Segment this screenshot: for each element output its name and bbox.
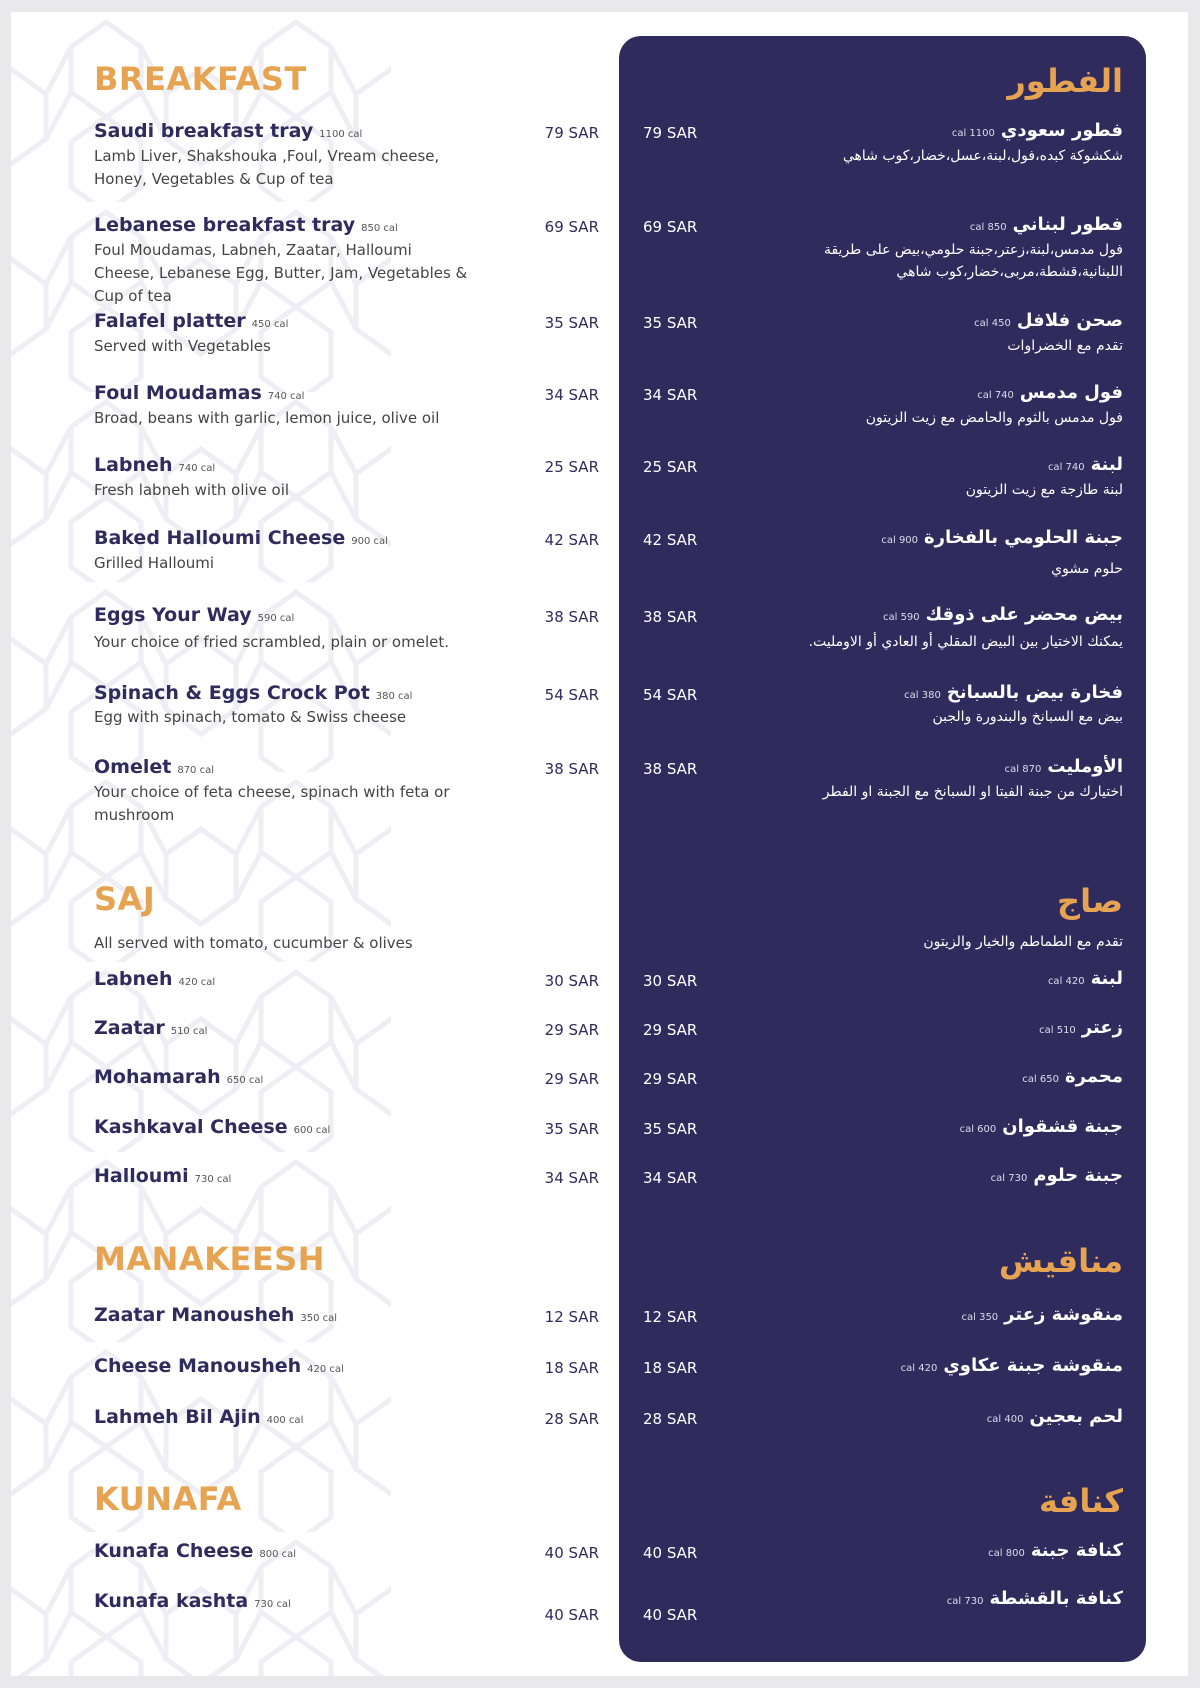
menu-item-price-ar: 38 SAR <box>643 760 698 778</box>
calorie-label: 850 cal <box>969 222 1007 233</box>
menu-item-price: 40 SAR <box>544 1606 599 1624</box>
menu-item-name: Zaatar 510 cal <box>94 1017 208 1039</box>
menu-item-price: 38 SAR <box>544 760 599 778</box>
menu-item-description: Broad, beans with garlic, lemon juice, olive oil <box>94 409 440 427</box>
menu-item-description-ar: حلوم مشوي <box>1051 561 1123 577</box>
menu-item-name-ar: جبنة قشقوان600 cal <box>959 1116 1123 1137</box>
menu-item-description-ar: تقدم مع الخضراوات <box>1007 338 1123 354</box>
calorie-label: 800 cal <box>988 1548 1025 1559</box>
menu-item-name-ar: فطور سعودي1100 cal <box>951 120 1123 141</box>
menu-item-price-ar: 35 SAR <box>643 1120 698 1138</box>
menu-item-name: Saudi breakfast tray 1100 cal <box>94 120 363 142</box>
menu-item-price: 69 SAR <box>544 218 599 236</box>
calorie-label: 730 cal <box>990 1173 1028 1184</box>
menu-item-name-ar: كنافة جبنة800 cal <box>988 1540 1123 1561</box>
menu-item-name-ar: بيض محضر على ذوقك590 cal <box>882 604 1123 625</box>
menu-item-price: 35 SAR <box>544 314 599 332</box>
calorie-label: 400 cal <box>266 1415 304 1426</box>
breakfast-title-ar: الفطور <box>1007 62 1123 100</box>
calorie-label: 870 cal <box>177 765 214 776</box>
menu-item-price-ar: 18 SAR <box>643 1359 698 1377</box>
menu-item-description: Egg with spinach, tomato & Swiss cheese <box>94 708 407 726</box>
menu-item-name-ar: جبنة الحلومي بالفخارة900 cal <box>881 527 1123 548</box>
menu-item-description: Your choice of fried scrambled, plain or omelet. <box>94 633 449 651</box>
calorie-label: 900 cal <box>351 536 388 547</box>
calorie-label: 420 cal <box>178 977 216 988</box>
menu-item-description: Grilled Halloumi <box>94 554 215 572</box>
menu-item-price: 34 SAR <box>544 1169 599 1187</box>
menu-item-name: Baked Halloumi Cheese 900 cal <box>94 527 388 549</box>
menu-item-price: 34 SAR <box>544 386 599 404</box>
calorie-label: 400 cal <box>986 1414 1024 1425</box>
calorie-label: 420 cal <box>307 1364 344 1375</box>
menu-page <box>11 12 1188 1676</box>
menu-item-price: 79 SAR <box>544 124 599 142</box>
menu-item-name: Falafel platter 450 cal <box>94 310 289 332</box>
menu-item-name: Halloumi 730 cal <box>94 1165 232 1187</box>
calorie-label: 730 cal <box>946 1596 984 1607</box>
menu-item-price: 42 SAR <box>544 531 599 549</box>
calorie-label: 450 cal <box>974 318 1011 329</box>
menu-item-name: Kashkaval Cheese 600 cal <box>94 1116 331 1138</box>
menu-item-price-ar: 54 SAR <box>643 686 698 704</box>
menu-item-price-ar: 40 SAR <box>643 1606 698 1624</box>
menu-item-price: 38 SAR <box>544 608 599 626</box>
menu-item-name: Labneh 740 cal <box>94 454 216 476</box>
menu-item-price: 18 SAR <box>544 1359 599 1377</box>
menu-item-name-ar: منقوشة جبنة عكاوي420 cal <box>900 1355 1123 1376</box>
menu-item-price: 40 SAR <box>544 1544 599 1562</box>
saj-note-ar: تقدم مع الطماطم والخيار والزيتون <box>923 934 1123 950</box>
menu-item-description: Foul Moudamas, Labneh, Zaatar, Halloumi Cheese, Lebanese Egg, Butter, Jam, Vegetables & Cup of tea <box>94 241 468 305</box>
calorie-label: 450 cal <box>251 319 289 330</box>
calorie-label: 510 cal <box>170 1026 208 1037</box>
menu-item-price: 12 SAR <box>544 1308 599 1326</box>
menu-item-name-ar: صحن فلافل450 cal <box>974 310 1123 331</box>
menu-item-price: 35 SAR <box>544 1120 599 1138</box>
calorie-label: 870 cal <box>1004 764 1042 775</box>
calorie-label: 600 cal <box>293 1125 331 1136</box>
kunafa-title-ar: كنافة <box>1038 1482 1123 1520</box>
manakeesh-title-en: MANAKEESH <box>94 1240 325 1278</box>
calorie-label: 350 cal <box>961 1312 999 1323</box>
menu-item-price: 28 SAR <box>544 1410 599 1428</box>
saj-note-en: All served with tomato, cucumber & olives <box>94 934 413 952</box>
menu-item-name: Kunafa Cheese 800 cal <box>94 1540 297 1562</box>
menu-item-description-ar: شكشوكة كبده،فول،لبنة،عسل،خضار،كوب شاهي <box>842 148 1123 164</box>
menu-item-price-ar: 40 SAR <box>643 1544 698 1562</box>
menu-item-description-ar: بيض مع السبانخ والبندورة والجبن <box>932 709 1123 725</box>
manakeesh-title-ar: مناقيش <box>998 1242 1123 1280</box>
menu-item-price-ar: 30 SAR <box>643 972 698 990</box>
menu-item-name-ar: لبنة740 cal <box>1047 454 1123 475</box>
calorie-label: 650 cal <box>226 1075 264 1086</box>
calorie-label: 380 cal <box>375 691 413 702</box>
menu-item-name-ar: فطور لبناني850 cal <box>969 214 1123 235</box>
menu-item-description-ar: لبنة طازجة مع زيت الزيتون <box>965 482 1123 498</box>
menu-item-name: Labneh 420 cal <box>94 968 216 990</box>
calorie-label: 590 cal <box>257 613 295 624</box>
calorie-label: 1100 cal <box>951 128 995 139</box>
menu-item-name-ar: زعتر510 cal <box>1039 1017 1123 1038</box>
menu-item-price-ar: 69 SAR <box>643 218 698 236</box>
calorie-label: 420 cal <box>1047 976 1085 987</box>
menu-item-price: 29 SAR <box>544 1021 599 1039</box>
menu-item-description-ar: فول مدمس،لبنة،زعتر،جبنة حلومي،بيض على طريقة اللبنانية،قشطة،مربى،خضار،كوب شاهي <box>823 242 1123 280</box>
menu-item-price-ar: 79 SAR <box>643 124 698 142</box>
menu-item-price-ar: 29 SAR <box>643 1070 698 1088</box>
calorie-label: 600 cal <box>959 1124 997 1135</box>
calorie-label: 350 cal <box>300 1313 338 1324</box>
calorie-label: 740 cal <box>977 390 1014 401</box>
menu-item-name-ar: لبنة420 cal <box>1047 968 1123 989</box>
saj-title-ar: صاج <box>1057 882 1123 920</box>
menu-item-price-ar: 12 SAR <box>643 1308 698 1326</box>
menu-item-price: 30 SAR <box>544 972 599 990</box>
menu-item-price: 54 SAR <box>544 686 599 704</box>
menu-item-price-ar: 42 SAR <box>643 531 698 549</box>
menu-item-name-ar: فخارة بيض بالسبانخ380 cal <box>904 682 1123 703</box>
menu-item-description: Fresh labneh with olive oil <box>94 481 290 499</box>
calorie-label: 800 cal <box>259 1549 297 1560</box>
menu-item-name-ar: لحم بعجين400 cal <box>986 1406 1123 1427</box>
menu-item-name-ar: الأومليت870 cal <box>1004 756 1123 777</box>
menu-item-name: Lebanese breakfast tray 850 cal <box>94 214 398 236</box>
saj-title-en: SAJ <box>94 880 156 918</box>
menu-item-description: Served with Vegetables <box>94 337 271 355</box>
calorie-label: 740 cal <box>1047 462 1085 473</box>
calorie-label: 740 cal <box>178 463 216 474</box>
menu-item-name: Lahmeh Bil Ajin 400 cal <box>94 1406 304 1428</box>
menu-item-price-ar: 28 SAR <box>643 1410 698 1428</box>
menu-item-name-ar: جبنة حلوم730 cal <box>990 1165 1123 1186</box>
menu-item-name: Cheese Manousheh 420 cal <box>94 1355 344 1377</box>
menu-item-price-ar: 34 SAR <box>643 1169 698 1187</box>
menu-item-price-ar: 34 SAR <box>643 386 698 404</box>
calorie-label: 420 cal <box>900 1363 938 1374</box>
kunafa-title-en: KUNAFA <box>94 1480 242 1518</box>
breakfast-title-en: BREAKFAST <box>94 60 307 98</box>
calorie-label: 730 cal <box>254 1599 291 1610</box>
menu-item-description: Lamb Liver, Shakshouka ,Foul, Vream cheese, Honey, Vegetables & Cup of tea <box>94 147 440 188</box>
calorie-label: 730 cal <box>194 1174 232 1185</box>
menu-item-price: 29 SAR <box>544 1070 599 1088</box>
menu-item-price-ar: 29 SAR <box>643 1021 698 1039</box>
menu-item-name: Eggs Your Way 590 cal <box>94 604 295 626</box>
menu-item-description-ar: يمكنك الاختيار بين البيض المقلي أو العادي أو الاومليت. <box>808 634 1123 650</box>
calorie-label: 740 cal <box>267 391 305 402</box>
menu-item-name-ar: محمرة650 cal <box>1022 1066 1123 1087</box>
menu-item-description-ar: فول مدمس بالثوم والحامض مع زيت الزيتون <box>865 410 1123 426</box>
calorie-label: 510 cal <box>1039 1025 1076 1036</box>
menu-item-description: Your choice of feta cheese, spinach with feta or mushroom <box>94 783 450 824</box>
calorie-label: 850 cal <box>361 223 398 234</box>
calorie-label: 590 cal <box>882 612 920 623</box>
menu-item-name: Foul Moudamas 740 cal <box>94 382 305 404</box>
menu-item-name-ar: كنافة بالقشطة730 cal <box>946 1588 1123 1609</box>
calorie-label: 1100 cal <box>319 129 363 140</box>
menu-item-name: Spinach & Eggs Crock Pot 380 cal <box>94 682 413 704</box>
menu-item-name-ar: منقوشة زعتر350 cal <box>961 1304 1123 1325</box>
menu-item-description-ar: اختيارك من جبنة الفيتا او السبانخ مع الجبنة او الفطر <box>822 784 1123 800</box>
calorie-label: 380 cal <box>904 690 941 701</box>
menu-item-name-ar: فول مدمس740 cal <box>977 382 1123 403</box>
calorie-label: 650 cal <box>1022 1074 1059 1085</box>
menu-item-name: Zaatar Manousheh 350 cal <box>94 1304 338 1326</box>
menu-item-name: Mohamarah 650 cal <box>94 1066 264 1088</box>
calorie-label: 900 cal <box>881 535 919 546</box>
menu-item-name: Kunafa kashta 730 cal <box>94 1590 291 1612</box>
menu-item-name: Omelet 870 cal <box>94 756 214 778</box>
menu-item-price-ar: 38 SAR <box>643 608 698 626</box>
menu-item-price: 25 SAR <box>544 458 599 476</box>
menu-item-price-ar: 25 SAR <box>643 458 698 476</box>
menu-item-price-ar: 35 SAR <box>643 314 698 332</box>
